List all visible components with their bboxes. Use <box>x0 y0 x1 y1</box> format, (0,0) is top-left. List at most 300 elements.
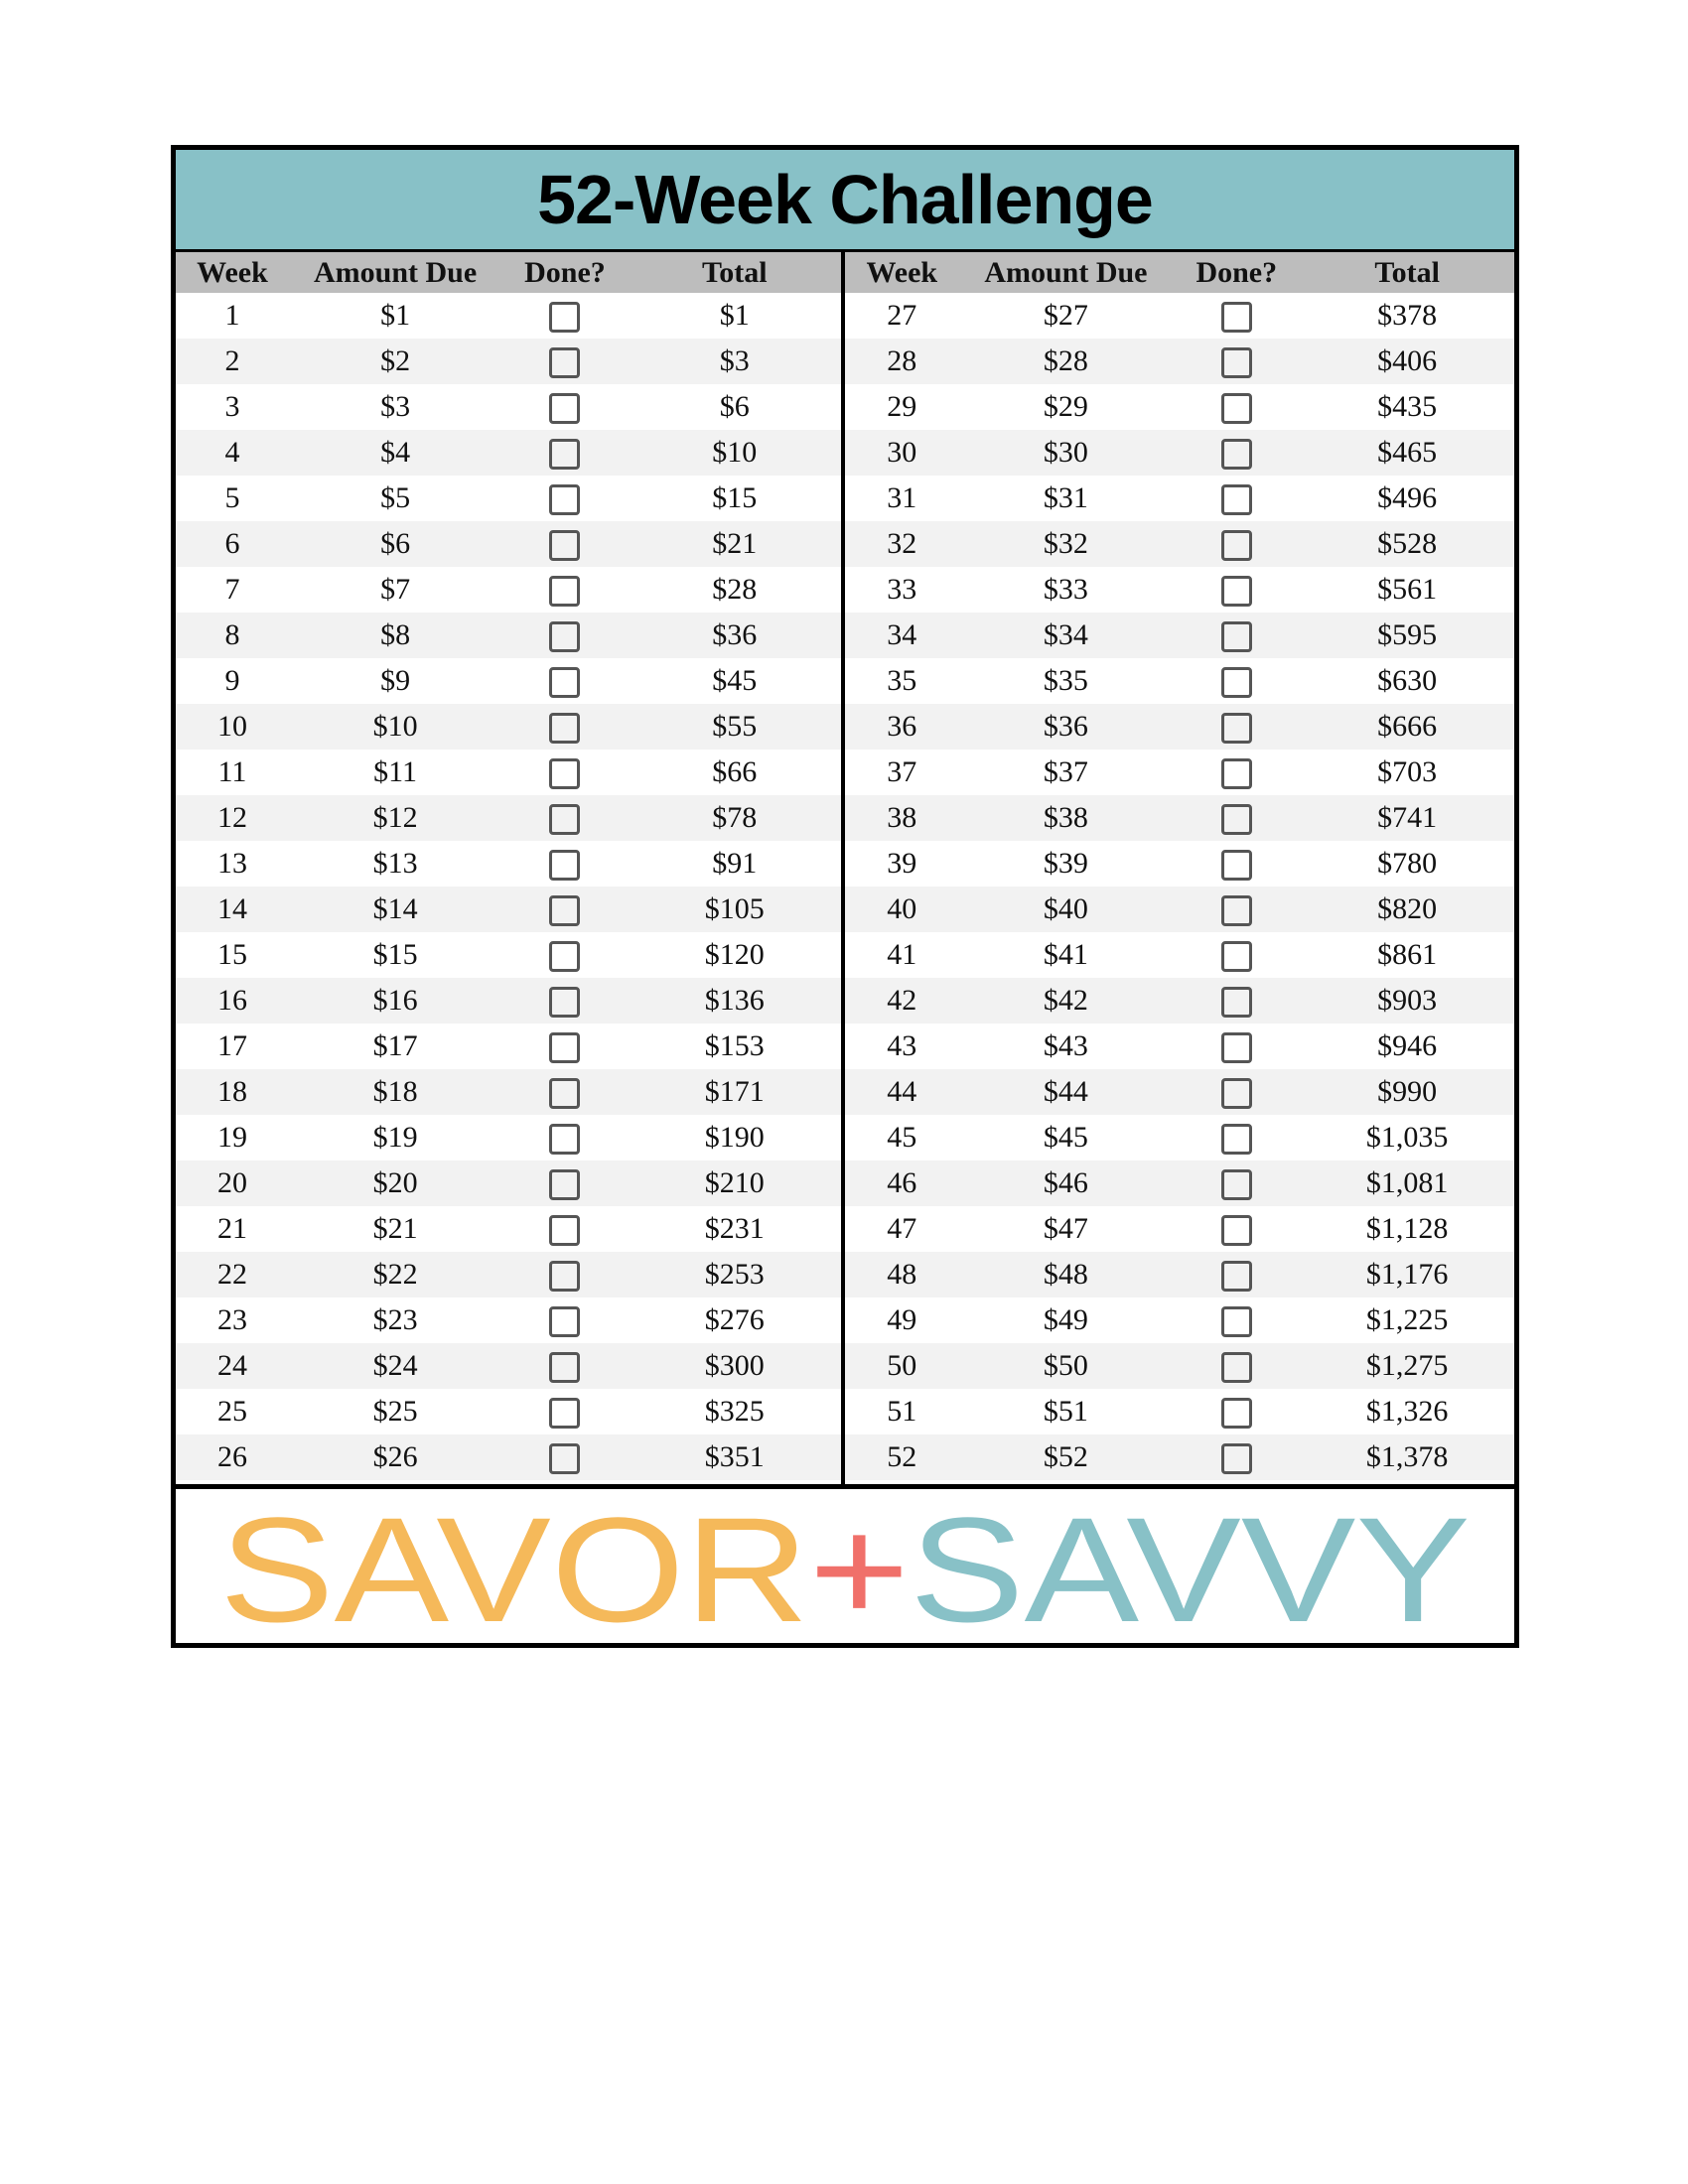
total-cell: $190 <box>704 1121 765 1154</box>
week-cell: 33 <box>887 573 917 606</box>
amount-due-cell: $34 <box>959 613 1174 658</box>
done-cell <box>1173 339 1300 384</box>
amount-due-cell: $21 <box>372 1212 418 1245</box>
total-cell: $528 <box>1300 521 1514 567</box>
table-row <box>176 750 841 795</box>
amount-due-cell: $49 <box>1043 1303 1088 1336</box>
done-cell <box>501 1115 628 1160</box>
amount-due-cell: $8 <box>289 613 501 658</box>
total-cell: $153 <box>704 1029 765 1062</box>
total-cell: $946 <box>1377 1029 1438 1062</box>
weeks-27-52-table <box>845 252 1514 1484</box>
total-cell: $1,225 <box>1365 1303 1449 1336</box>
amount-due-cell: $39 <box>1043 847 1088 880</box>
amount-due-cell: $43 <box>1043 1029 1088 1062</box>
week-cell: 12 <box>176 795 289 841</box>
total-cell: $496 <box>1377 481 1438 514</box>
table-row <box>845 1389 1514 1434</box>
amount-due-cell: $6 <box>289 521 501 567</box>
svg-text:SAVOR+SAVVY <box>219 1504 1471 1633</box>
week-cell: 1 <box>224 299 240 332</box>
done-cell <box>1173 887 1300 932</box>
done-cell <box>501 795 628 841</box>
week-cell: 3 <box>224 390 240 423</box>
total-cell: $465 <box>1300 430 1514 476</box>
done-checkbox[interactable] <box>549 439 580 470</box>
done-cell <box>501 339 628 384</box>
done-checkbox[interactable] <box>1221 393 1252 424</box>
week-cell: 24 <box>176 1343 289 1389</box>
week-cell: 48 <box>845 1252 959 1297</box>
done-checkbox[interactable] <box>549 1078 580 1109</box>
week-cell: 10 <box>176 704 289 750</box>
table-row <box>845 658 1514 704</box>
done-cell <box>1173 1389 1300 1434</box>
done-cell <box>1173 430 1300 476</box>
total-cell: $820 <box>1300 887 1514 932</box>
total-cell: $595 <box>1300 613 1514 658</box>
amount-due-cell: $46 <box>959 1160 1174 1206</box>
total-cell: $120 <box>704 938 765 971</box>
done-cell <box>1173 476 1300 521</box>
amount-due-cell: $50 <box>959 1343 1174 1389</box>
table-row <box>176 339 841 384</box>
total-cell: $861 <box>1377 938 1438 971</box>
total-cell: $630 <box>1377 664 1438 697</box>
amount-due-cell: $48 <box>959 1252 1174 1297</box>
amount-due-cell: $9 <box>380 664 411 697</box>
done-checkbox[interactable] <box>1221 347 1252 378</box>
title-bar <box>176 150 1514 252</box>
week-cell: 46 <box>845 1160 959 1206</box>
total-cell: $136 <box>629 978 841 1024</box>
done-checkbox[interactable] <box>1221 530 1252 561</box>
total-cell: $780 <box>1377 847 1438 880</box>
table-row <box>845 1434 1514 1480</box>
done-cell <box>1173 1297 1300 1343</box>
week-cell: 2 <box>176 339 289 384</box>
week-cell: 42 <box>845 978 959 1024</box>
challenge-sheet <box>171 145 1519 1648</box>
done-checkbox[interactable] <box>1221 1306 1252 1337</box>
total-cell: $10 <box>629 430 841 476</box>
amount-due-cell: $45 <box>1043 1121 1088 1154</box>
logo-savvy-text: SAVVY <box>909 1504 1396 1633</box>
done-checkbox[interactable] <box>549 1306 580 1337</box>
week-cell: 7 <box>224 573 240 606</box>
table-row <box>176 476 841 521</box>
done-cell <box>501 1069 628 1115</box>
done-checkbox[interactable] <box>549 347 580 378</box>
total-cell: $15 <box>712 481 758 514</box>
table-row <box>176 887 841 932</box>
table-header-row <box>845 252 1514 293</box>
table-row <box>845 430 1514 476</box>
done-cell <box>501 1160 628 1206</box>
table-row <box>176 658 841 704</box>
done-checkbox[interactable] <box>549 758 580 789</box>
total-cell: $66 <box>712 755 758 788</box>
table-row <box>845 841 1514 887</box>
week-cell: 49 <box>887 1303 917 1336</box>
done-cell <box>1173 1206 1300 1252</box>
table-row <box>176 1252 841 1297</box>
total-cell: $666 <box>1300 704 1514 750</box>
amount-due-cell: $13 <box>372 847 418 880</box>
done-cell <box>501 932 628 978</box>
done-checkbox[interactable] <box>549 1124 580 1155</box>
total-cell: $78 <box>629 795 841 841</box>
done-checkbox[interactable] <box>1221 987 1252 1018</box>
done-cell <box>501 1389 628 1434</box>
week-cell: 17 <box>216 1029 247 1062</box>
week-tables <box>176 252 1514 1489</box>
done-cell <box>501 567 628 613</box>
week-cell: 43 <box>887 1029 917 1062</box>
week-cell: 8 <box>176 613 289 658</box>
week-cell: 39 <box>887 847 917 880</box>
done-checkbox[interactable] <box>549 576 580 607</box>
done-checkbox[interactable] <box>549 1032 580 1063</box>
done-checkbox[interactable] <box>549 713 580 744</box>
done-checkbox[interactable] <box>1221 621 1252 652</box>
done-cell <box>1173 932 1300 978</box>
table-row <box>845 1252 1514 1297</box>
table-row <box>176 1297 841 1343</box>
amount-due-cell: $14 <box>289 887 501 932</box>
amount-due-cell: $22 <box>289 1252 501 1297</box>
done-cell <box>1173 1069 1300 1115</box>
done-checkbox[interactable] <box>1221 667 1252 698</box>
total-cell: $1,176 <box>1300 1252 1514 1297</box>
amount-due-cell: $32 <box>959 521 1174 567</box>
done-checkbox[interactable] <box>1221 758 1252 789</box>
week-cell: 51 <box>887 1395 917 1428</box>
amount-due-cell: $30 <box>959 430 1174 476</box>
week-cell: 32 <box>845 521 959 567</box>
done-checkbox[interactable] <box>1221 850 1252 881</box>
total-cell: $741 <box>1300 795 1514 841</box>
amount-due-cell: $15 <box>372 938 418 971</box>
amount-due-cell: $5 <box>380 481 411 514</box>
week-cell: 4 <box>176 430 289 476</box>
header-total: Total <box>1300 252 1514 293</box>
table-row <box>176 978 841 1024</box>
done-cell <box>501 384 628 430</box>
done-checkbox[interactable] <box>549 1352 580 1383</box>
done-cell <box>1173 1252 1300 1297</box>
done-cell <box>1173 704 1300 750</box>
amount-due-cell: $17 <box>372 1029 418 1062</box>
done-checkbox[interactable] <box>549 530 580 561</box>
total-cell: $1,275 <box>1300 1343 1514 1389</box>
week-cell: 25 <box>216 1395 247 1428</box>
total-cell: $21 <box>629 521 841 567</box>
amount-due-cell: $44 <box>959 1069 1174 1115</box>
total-cell: $1,081 <box>1300 1160 1514 1206</box>
amount-due-cell: $16 <box>289 978 501 1024</box>
table-row <box>845 1160 1514 1206</box>
total-cell: $210 <box>629 1160 841 1206</box>
amount-due-cell: $7 <box>380 573 411 606</box>
week-cell: 34 <box>845 613 959 658</box>
week-cell: 18 <box>176 1069 289 1115</box>
table-row <box>845 521 1514 567</box>
week-cell: 5 <box>224 481 240 514</box>
week-cell: 47 <box>887 1212 917 1245</box>
table-row <box>845 1297 1514 1343</box>
header-done: Done? <box>1173 252 1300 293</box>
done-checkbox[interactable] <box>1221 439 1252 470</box>
week-cell: 31 <box>887 481 917 514</box>
done-checkbox[interactable] <box>549 621 580 652</box>
done-checkbox[interactable] <box>1221 302 1252 333</box>
done-cell <box>1173 1160 1300 1206</box>
table-row <box>845 887 1514 932</box>
done-cell <box>501 1252 628 1297</box>
total-cell: $1 <box>719 299 750 332</box>
amount-due-cell: $19 <box>372 1121 418 1154</box>
table-row <box>176 1115 841 1160</box>
total-cell: $6 <box>719 390 750 423</box>
done-checkbox[interactable] <box>549 302 580 333</box>
done-checkbox[interactable] <box>1221 804 1252 835</box>
week-cell: 29 <box>887 390 917 423</box>
done-cell <box>1173 567 1300 613</box>
amount-due-cell: $11 <box>373 755 418 788</box>
table-row <box>176 567 841 613</box>
done-cell <box>501 1297 628 1343</box>
logo-area <box>176 1489 1514 1648</box>
done-checkbox[interactable] <box>549 393 580 424</box>
done-cell <box>1173 658 1300 704</box>
done-checkbox[interactable] <box>549 895 580 926</box>
week-cell: 36 <box>845 704 959 750</box>
amount-due-cell: $20 <box>289 1160 501 1206</box>
done-cell <box>501 293 628 339</box>
done-checkbox[interactable] <box>549 1169 580 1200</box>
table-row <box>845 795 1514 841</box>
done-checkbox[interactable] <box>1221 1352 1252 1383</box>
total-cell: $45 <box>712 664 758 697</box>
amount-due-cell: $52 <box>959 1434 1174 1480</box>
header-week: Week <box>845 252 959 293</box>
done-cell <box>1173 293 1300 339</box>
total-cell: $435 <box>1377 390 1438 423</box>
week-cell: 45 <box>887 1121 917 1154</box>
week-cell: 22 <box>176 1252 289 1297</box>
week-cell: 15 <box>216 938 247 971</box>
amount-due-cell: $28 <box>959 339 1174 384</box>
done-checkbox[interactable] <box>549 941 580 972</box>
amount-due-cell: $18 <box>289 1069 501 1115</box>
done-checkbox[interactable] <box>1221 1032 1252 1063</box>
total-cell: $36 <box>629 613 841 658</box>
amount-due-cell: $27 <box>1043 299 1088 332</box>
header-week: Week <box>176 252 289 293</box>
page-title: 52-Week Challenge <box>537 161 1153 238</box>
table-row <box>845 978 1514 1024</box>
weeks-1-26-body <box>176 293 841 1480</box>
done-cell <box>501 1343 628 1389</box>
week-cell: 16 <box>176 978 289 1024</box>
table-row <box>845 613 1514 658</box>
table-row <box>845 476 1514 521</box>
done-checkbox[interactable] <box>1221 1215 1252 1246</box>
done-checkbox[interactable] <box>549 667 580 698</box>
amount-due-cell: $10 <box>289 704 501 750</box>
amount-due-cell: $2 <box>289 339 501 384</box>
week-cell: 35 <box>887 664 917 697</box>
table-row <box>176 704 841 750</box>
total-cell: $1,378 <box>1300 1434 1514 1480</box>
done-cell <box>1173 841 1300 887</box>
amount-due-cell: $41 <box>1043 938 1088 971</box>
done-cell <box>501 750 628 795</box>
done-checkbox[interactable] <box>1221 1261 1252 1292</box>
done-checkbox[interactable] <box>1221 1124 1252 1155</box>
done-cell <box>1173 613 1300 658</box>
table-row <box>845 339 1514 384</box>
total-cell: $253 <box>629 1252 841 1297</box>
amount-due-cell: $1 <box>380 299 411 332</box>
table-row <box>176 1069 841 1115</box>
done-checkbox[interactable] <box>1221 1078 1252 1109</box>
total-cell: $378 <box>1377 299 1438 332</box>
done-checkbox[interactable] <box>1221 484 1252 515</box>
done-cell <box>1173 384 1300 430</box>
done-checkbox[interactable] <box>1221 1169 1252 1200</box>
done-checkbox[interactable] <box>549 987 580 1018</box>
done-checkbox[interactable] <box>1221 895 1252 926</box>
done-checkbox[interactable] <box>549 484 580 515</box>
header-amount-due: Amount Due <box>959 252 1174 293</box>
total-cell: $231 <box>704 1212 765 1245</box>
done-checkbox[interactable] <box>549 1398 580 1429</box>
week-cell: 13 <box>216 847 247 880</box>
table-row <box>176 1160 841 1206</box>
done-checkbox[interactable] <box>549 850 580 881</box>
table-row <box>176 1434 841 1480</box>
week-cell: 44 <box>845 1069 959 1115</box>
done-checkbox[interactable] <box>549 1443 580 1474</box>
total-cell: $55 <box>629 704 841 750</box>
done-cell <box>501 430 628 476</box>
done-cell <box>501 1434 628 1480</box>
total-cell: $171 <box>629 1069 841 1115</box>
table-row <box>845 1115 1514 1160</box>
table-row <box>176 430 841 476</box>
done-checkbox[interactable] <box>1221 1443 1252 1474</box>
total-cell: $1,128 <box>1365 1212 1449 1245</box>
weeks-27-52-body <box>845 293 1514 1480</box>
total-cell: $406 <box>1300 339 1514 384</box>
done-cell <box>501 476 628 521</box>
done-checkbox[interactable] <box>1221 713 1252 744</box>
week-cell: 19 <box>216 1121 247 1154</box>
amount-due-cell: $36 <box>959 704 1174 750</box>
done-cell <box>501 521 628 567</box>
table-row <box>845 1206 1514 1252</box>
amount-due-cell: $40 <box>959 887 1174 932</box>
done-cell <box>1173 795 1300 841</box>
amount-due-cell: $33 <box>1043 573 1088 606</box>
table-row <box>845 567 1514 613</box>
table-row <box>176 293 841 339</box>
done-cell <box>501 1024 628 1069</box>
week-cell: 40 <box>845 887 959 932</box>
done-cell <box>501 841 628 887</box>
table-row <box>176 932 841 978</box>
done-cell <box>501 1206 628 1252</box>
header-amount-due: Amount Due <box>289 252 501 293</box>
table-row <box>176 1343 841 1389</box>
week-cell: 38 <box>845 795 959 841</box>
week-cell: 11 <box>217 755 247 788</box>
week-cell: 52 <box>845 1434 959 1480</box>
done-checkbox[interactable] <box>1221 576 1252 607</box>
amount-due-cell: $31 <box>1043 481 1088 514</box>
total-cell: $990 <box>1300 1069 1514 1115</box>
total-cell: $351 <box>629 1434 841 1480</box>
week-cell: 28 <box>845 339 959 384</box>
table-row <box>845 932 1514 978</box>
week-cell: 30 <box>845 430 959 476</box>
table-row <box>845 1343 1514 1389</box>
week-cell: 6 <box>176 521 289 567</box>
amount-due-cell: $51 <box>1043 1395 1088 1428</box>
table-row <box>176 1206 841 1252</box>
table-row <box>176 795 841 841</box>
amount-due-cell: $25 <box>372 1395 418 1428</box>
total-cell: $3 <box>629 339 841 384</box>
total-cell: $28 <box>712 573 758 606</box>
week-cell: 37 <box>887 755 917 788</box>
table-row <box>845 1024 1514 1069</box>
amount-due-cell: $38 <box>959 795 1174 841</box>
amount-due-cell: $4 <box>289 430 501 476</box>
week-cell: 20 <box>176 1160 289 1206</box>
amount-due-cell: $12 <box>289 795 501 841</box>
week-cell: 14 <box>176 887 289 932</box>
done-checkbox[interactable] <box>1221 941 1252 972</box>
total-cell: $561 <box>1377 573 1438 606</box>
table-row <box>176 1389 841 1434</box>
done-cell <box>1173 521 1300 567</box>
week-cell: 9 <box>224 664 240 697</box>
done-checkbox[interactable] <box>549 804 580 835</box>
amount-due-cell: $24 <box>289 1343 501 1389</box>
done-cell <box>1173 1434 1300 1480</box>
week-cell: 27 <box>887 299 917 332</box>
table-row <box>176 521 841 567</box>
amount-due-cell: $37 <box>1043 755 1088 788</box>
done-checkbox[interactable] <box>1221 1398 1252 1429</box>
done-checkbox[interactable] <box>549 1215 580 1246</box>
weeks-1-26-table <box>176 252 845 1484</box>
total-cell: $1,326 <box>1365 1395 1449 1428</box>
table-row <box>176 384 841 430</box>
header-done: Done? <box>501 252 628 293</box>
done-cell <box>1173 978 1300 1024</box>
total-cell: $91 <box>712 847 758 880</box>
logo-plus-text: + <box>808 1504 897 1633</box>
done-cell <box>1173 1024 1300 1069</box>
done-checkbox[interactable] <box>549 1261 580 1292</box>
total-cell: $1,035 <box>1365 1121 1449 1154</box>
done-cell <box>1173 1343 1300 1389</box>
amount-due-cell: $29 <box>1043 390 1088 423</box>
